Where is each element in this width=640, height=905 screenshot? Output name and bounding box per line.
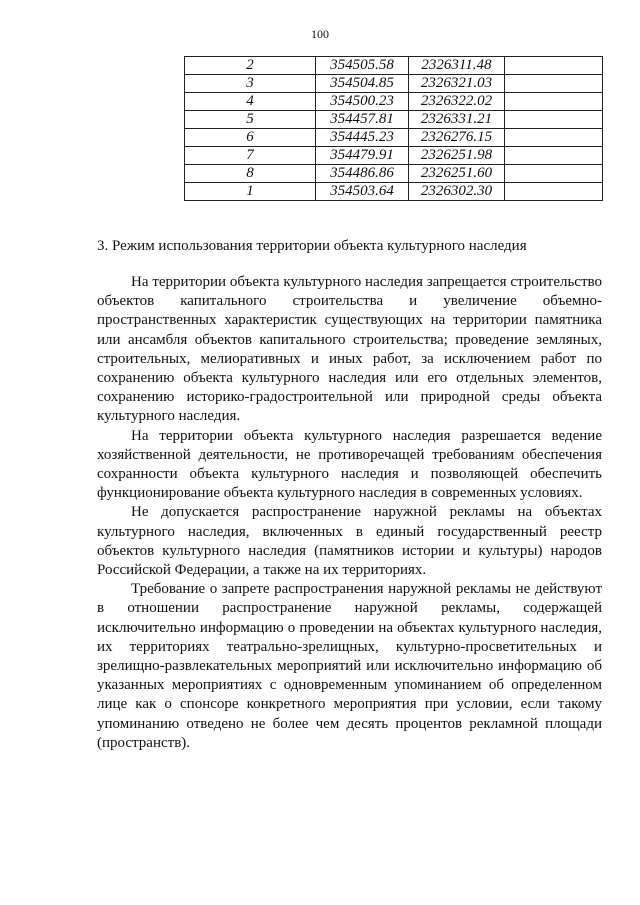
table-cell: 6 — [185, 129, 316, 147]
table-row — [185, 165, 603, 183]
table-cell: 354505.58 — [316, 57, 409, 75]
table-cell: 2326322.02 — [409, 93, 505, 111]
table-cell: 2326302.30 — [409, 183, 505, 201]
table-cell: 354445.23 — [316, 129, 409, 147]
table-cell: 2326331.21 — [409, 111, 505, 129]
paragraph-1: На территории объекта культурного наследия запрещается строительство объектов капитального строительства и увеличение объемно-пространственных характеристик существующих на территории памятника или ансамбля объектов капитального строительства; проведение земляных, строительных, мелиоративных и иных работ, за исключением работ по сохранению объекта культурного наследия или его отдельных элементов, сохранению историко-градостроительной или природной среды объекта культурного наследия. — [97, 274, 602, 425]
table-cell: 2326251.98 — [409, 147, 505, 165]
table-cell — [505, 165, 603, 183]
table-cell: 354504.85 — [316, 75, 409, 93]
table-cell: 2 — [185, 57, 316, 75]
table-row — [185, 93, 603, 111]
table-cell: 2326251.60 — [409, 165, 505, 183]
section-body — [97, 273, 602, 753]
table-cell — [505, 147, 603, 165]
coordinates-table — [184, 56, 603, 201]
table-cell: 7 — [185, 147, 316, 165]
table-cell: 354479.91 — [316, 147, 409, 165]
table-row — [185, 57, 603, 75]
table-cell: 3 — [185, 75, 316, 93]
table-row — [185, 129, 603, 147]
table-cell — [505, 183, 603, 201]
coordinates-table-body — [185, 57, 603, 201]
paragraph-3: Не допускается распространение наружной рекламы на объектах культурного наследия, включенных в единый государственный реестр объектов культурного наследия (памятников истории и культуры) народов Российской Федерации, а также на их территориях. — [97, 504, 602, 579]
table-cell: 2326311.48 — [409, 57, 505, 75]
table-cell — [505, 129, 603, 147]
table-cell: 354503.64 — [316, 183, 409, 201]
table-cell: 2326276.15 — [409, 129, 505, 147]
table-cell — [505, 57, 603, 75]
table-row — [185, 183, 603, 201]
table-cell — [505, 111, 603, 129]
paragraph-4: Требование о запрете распространения наружной рекламы не действуют в отношении распространение наружной рекламы, содержащей исключительно информацию о проведении на объектах культурного наследия, их территориях театрально-зрелищных, культурно-просветительных и зрелищно-развлекательных мероприятий или исключительно информацию об указанных мероприятиях с одновременным упоминанием об определенном лице как о спонсоре конкретного мероприятия при условии, если такому упоминанию отведено не более чем десять процентов рекламной площади (пространств). — [97, 581, 602, 751]
table-cell: 1 — [185, 183, 316, 201]
table-cell: 354457.81 — [316, 111, 409, 129]
table-row — [185, 147, 603, 165]
paragraph-2: На территории объекта культурного наследия разрешается ведение хозяйственной деятельности, не противоречащей требованиям обеспечения сохранности объекта культурного наследия и позволяющей обеспечить функционирование объекта культурного наследия в современных условиях. — [97, 427, 602, 502]
table-cell: 4 — [185, 93, 316, 111]
page-number: 100 — [311, 27, 329, 41]
table-cell: 354500.23 — [316, 93, 409, 111]
table-cell: 5 — [185, 111, 316, 129]
table-cell — [505, 75, 603, 93]
table-row — [185, 111, 603, 129]
table-cell: 8 — [185, 165, 316, 183]
table-cell — [505, 93, 603, 111]
table-cell: 2326321.03 — [409, 75, 505, 93]
table-cell: 354486.86 — [316, 165, 409, 183]
table-row — [185, 75, 603, 93]
section-heading: 3. Режим использования территории объекта культурного наследия — [97, 238, 527, 254]
